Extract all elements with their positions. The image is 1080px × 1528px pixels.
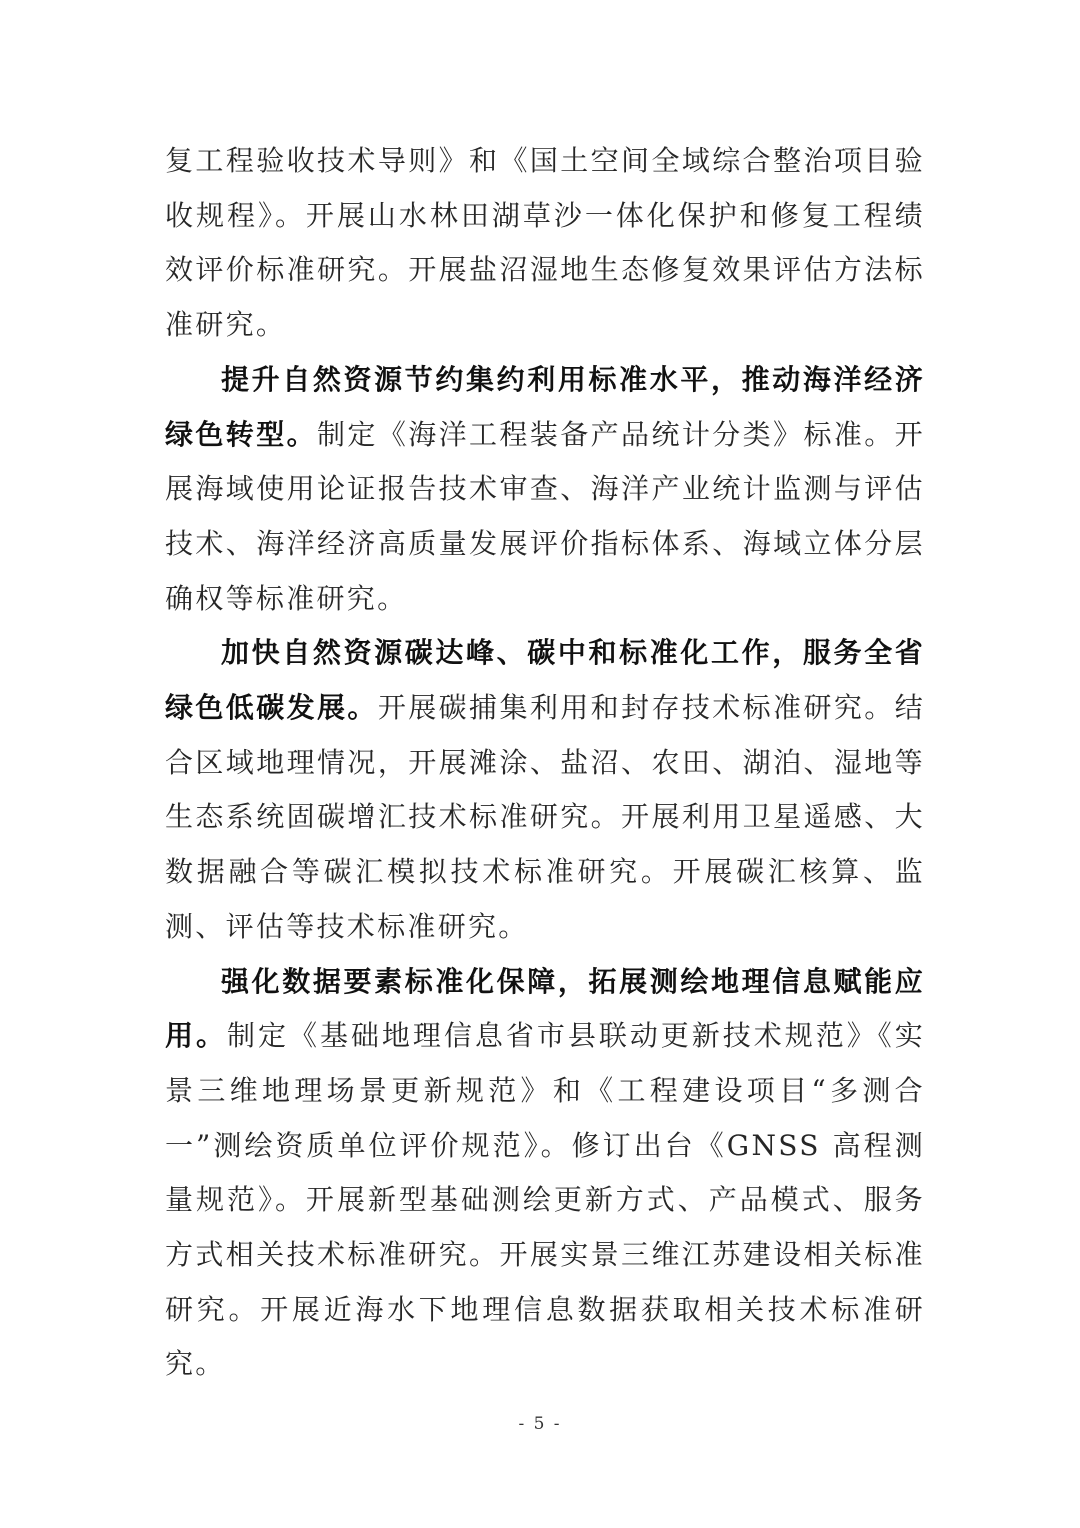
paragraph-lead: 强化数据要素标准化保障，拓展测绘地理信息赋能应用。 (165, 964, 925, 1053)
body-text (165, 134, 925, 1392)
paragraph-lead: 加快自然资源碳达峰、碳中和标准化工作，服务全省绿色低碳发展。 (165, 636, 925, 725)
paragraph-body: 复工程验收技术导则》和《国土空间全域综合整治项目验收规程》。开展山水林田湖草沙一体化保护和修复工程绩效评价标准研究。开展盐沼湿地生态修复效果评估方法标准研究。 (165, 144, 925, 342)
paragraph-body: 开展碳捕集利用和封存技术标准研究。结合区域地理情况，开展滩涂、盐沼、农田、湖泊、湿地等生态系统固碳增汇技术标准研究。开展利用卫星遥感、大数据融合等碳汇模拟技术标准研究。开展碳汇核算、监测、评估等技术标准研究。 (165, 691, 925, 943)
paragraph-carbon (165, 626, 925, 954)
paragraph-continuation (165, 134, 925, 353)
page-number: - 5 - (518, 1414, 562, 1434)
paragraph-body: 制定《基础地理信息省市县联动更新技术规范》《实景三维地理场景更新规范》和《工程建设项目“多测合一”测绘资质单位评价规范》。修订出台《GNSS 高程测量规范》。开展新型基础测绘更新方式、产品模式、服务方式相关技术标准研究。开展实景三维江苏建设相关标准研究。开展近海水下地理信息数据获取相关技术标准研究。 (165, 1019, 925, 1381)
paragraph-body: 制定《海洋工程装备产品统计分类》标准。开展海域使用论证报告技术审查、海洋产业统计监测与评估技术、海洋经济高质量发展评价指标体系、海域立体分层确权等标准研究。 (165, 417, 925, 615)
paragraph-resource-efficiency (165, 353, 925, 627)
paragraph-lead: 提升自然资源节约集约利用标准水平，推动海洋经济绿色转型。 (165, 362, 925, 451)
paragraph-data-standards (165, 955, 925, 1393)
